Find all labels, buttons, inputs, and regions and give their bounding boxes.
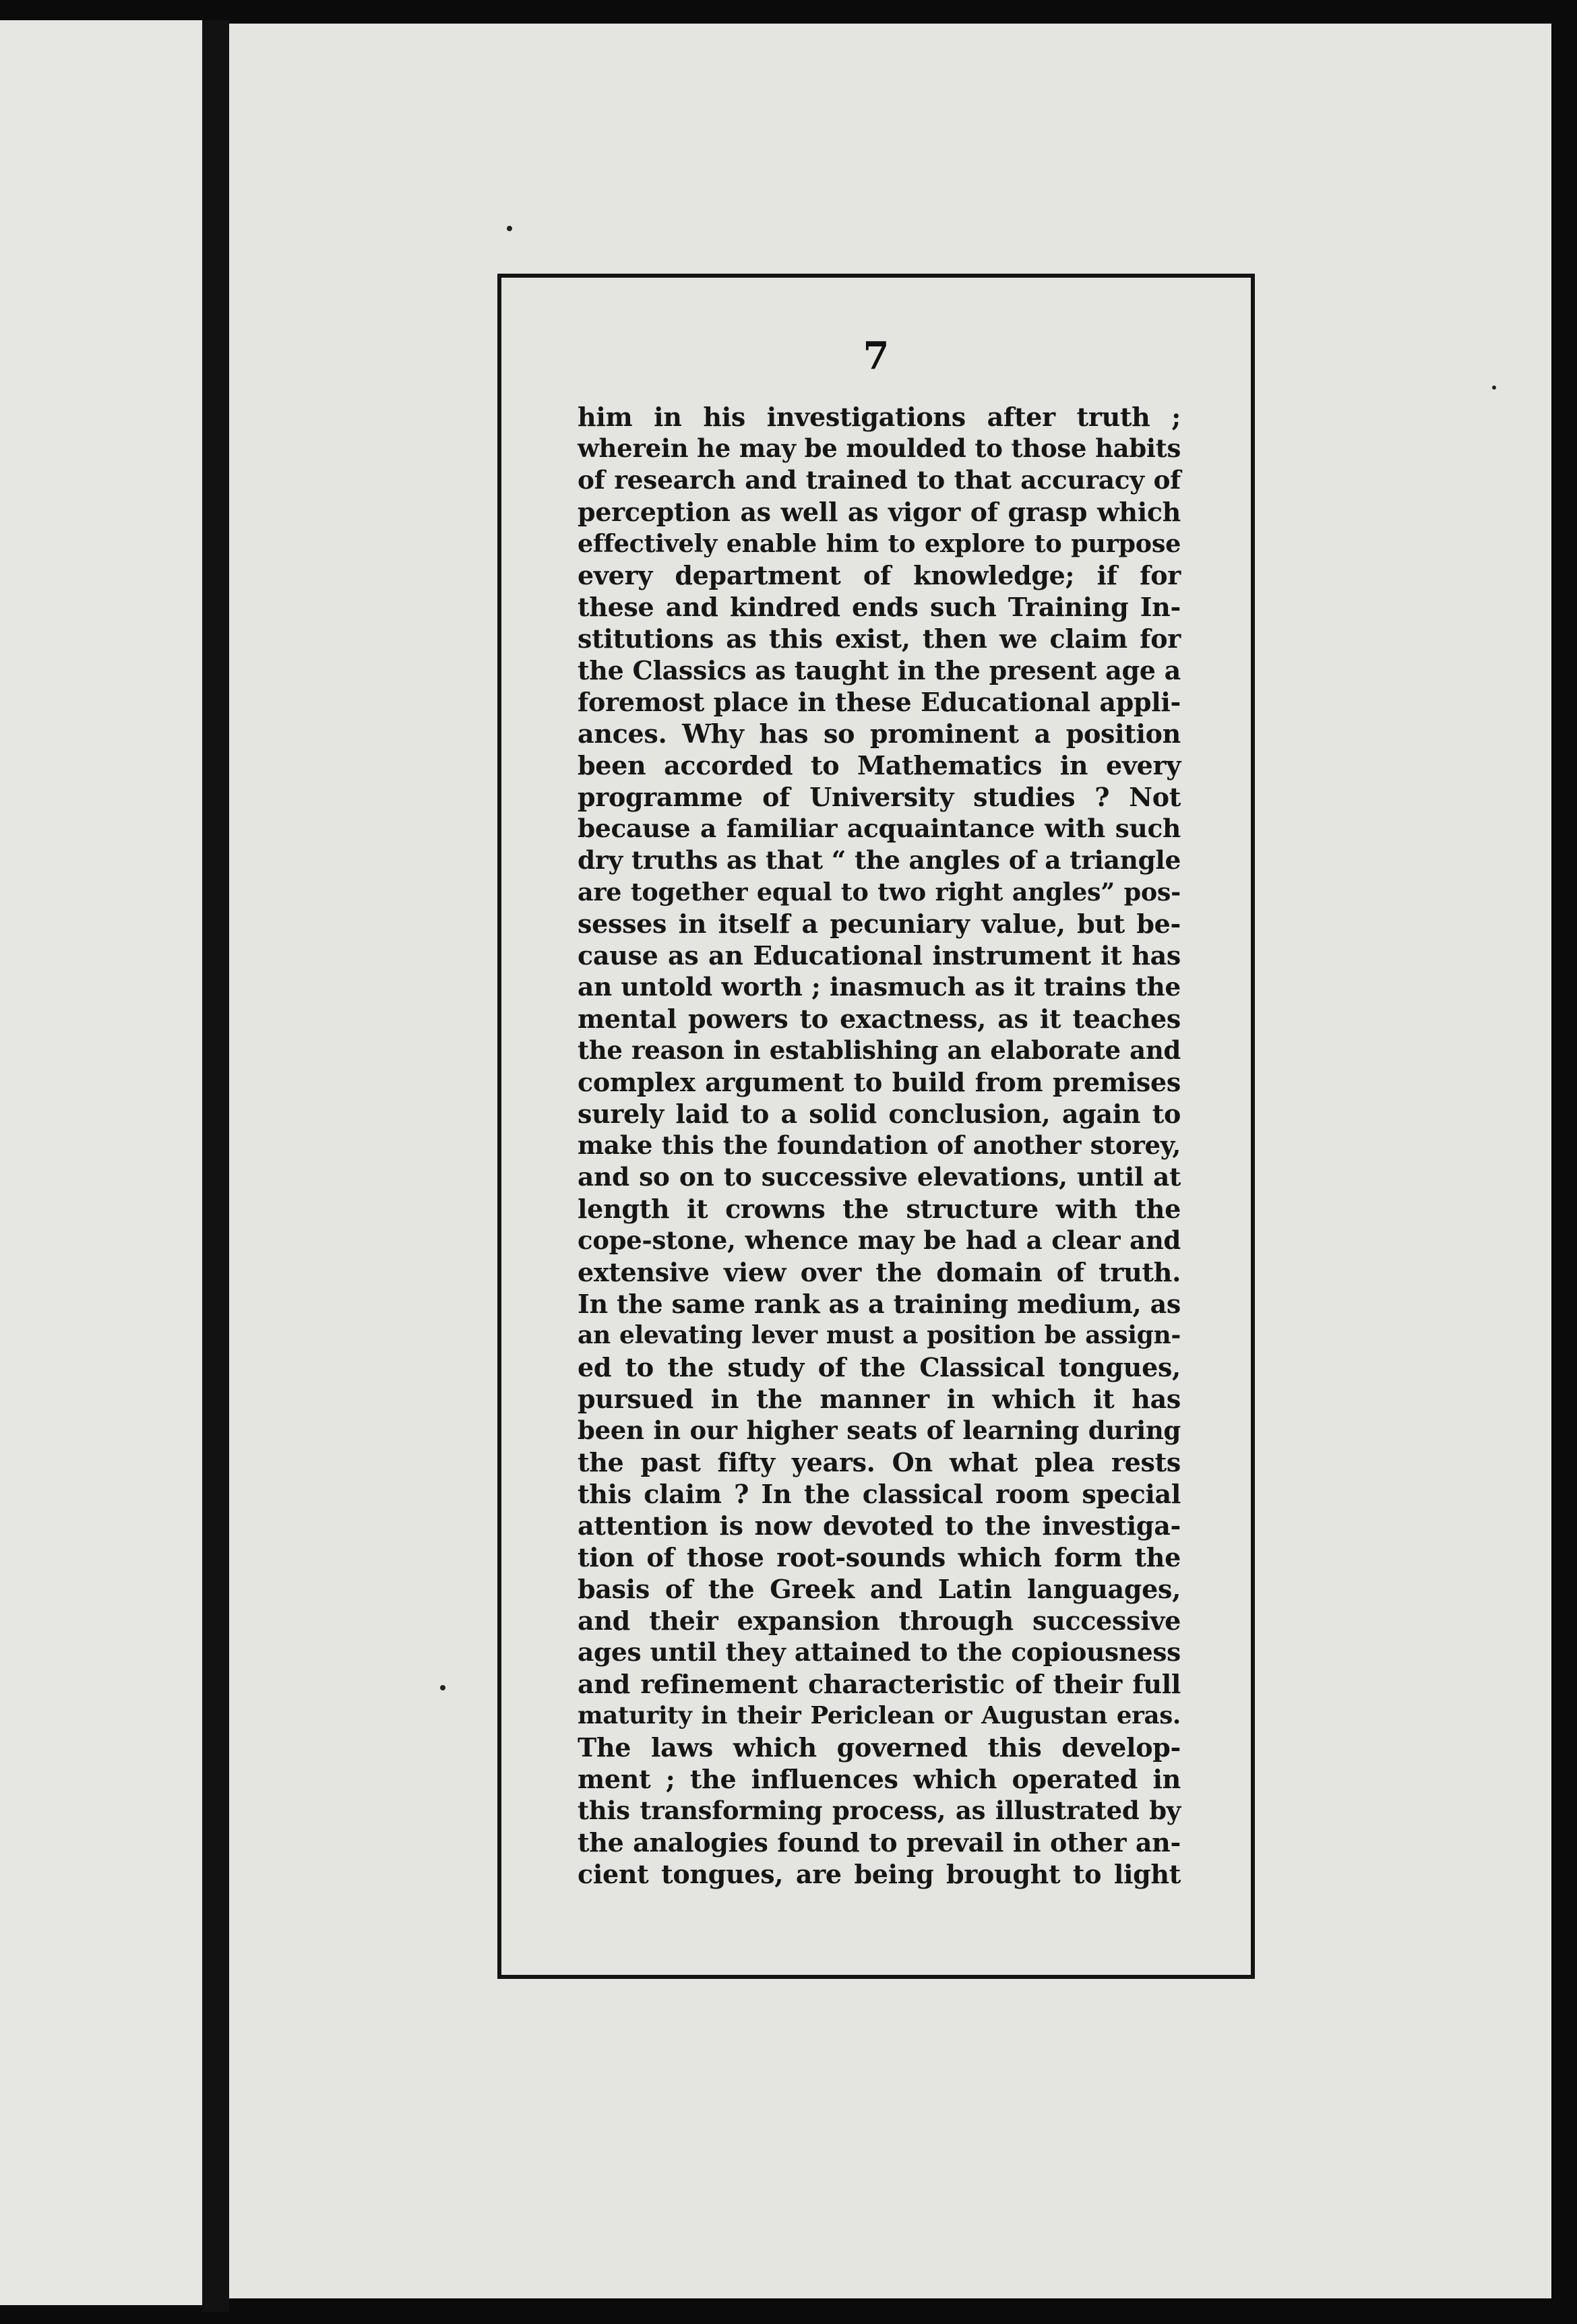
text-line: of research and trained to that accuracy of (578, 465, 1181, 495)
text-line: are together equal to two right angles” pos- (578, 878, 1181, 907)
facing-page (0, 20, 202, 2305)
text-line: basis of the Greek and Latin languages, (578, 1574, 1181, 1604)
paper-speck (1492, 386, 1496, 390)
text-line: sesses in itself a pecuniary value, but be- (578, 909, 1181, 939)
text-line: The laws which governed this develop- (578, 1732, 1181, 1763)
text-line: ances. Why has so prominent a position (578, 718, 1181, 749)
text-line: length it crowns the structure with the (578, 1194, 1181, 1224)
text-line: the analogies found to prevail in other an- (578, 1827, 1181, 1858)
text-line: an elevating lever must a position be assign- (578, 1321, 1181, 1349)
text-line: him in his investigations after truth ; (578, 402, 1181, 432)
paper-speck (507, 226, 512, 231)
text-line: these and kindred ends such Training In- (578, 592, 1181, 622)
text-line: extensive view over the domain of truth. (578, 1257, 1181, 1287)
text-line: been in our higher seats of learning during (578, 1415, 1181, 1445)
text-line: pursued in the manner in which it has (578, 1384, 1181, 1414)
text-line: cause as an Educational instrument it has (578, 940, 1181, 971)
text-line: mental powers to exactness, as it teaches (578, 1004, 1181, 1034)
text-line: this transforming process, as illustrated by (578, 1796, 1181, 1825)
text-line: the past fifty years. On what plea rests (578, 1447, 1181, 1477)
text-line: foremost place in these Educational appli- (578, 687, 1181, 717)
body-text (578, 401, 1181, 1890)
text-line: the Classics as taught in the present age a (578, 655, 1181, 685)
text-line: complex argument to build from premises (578, 1067, 1181, 1097)
text-line: ages until they attained to the copiousness (578, 1637, 1181, 1667)
book-spine (202, 20, 229, 2312)
text-line: attention is now devoted to the investiga- (578, 1510, 1181, 1541)
text-line: and their expansion through successive (578, 1606, 1181, 1636)
page-number: 7 (863, 334, 890, 378)
text-line: dry truths as that “ the angles of a triangle (578, 845, 1181, 875)
text-line: every department of knowledge; if for (578, 560, 1181, 590)
text-line: programme of University studies ? Not (578, 782, 1181, 812)
text-line: make this the foundation of another storey, (578, 1130, 1181, 1160)
text-line: ed to the study of the Classical tongues, (578, 1352, 1181, 1382)
paper-speck (440, 1685, 445, 1690)
text-line: perception as well as vigor of grasp which (578, 497, 1181, 527)
text-line: this claim ? In the classical room special (578, 1479, 1181, 1509)
text-line: an untold worth ; inasmuch as it trains the (578, 972, 1181, 1002)
text-line: maturity in their Periclean or Augustan eras. (578, 1702, 1181, 1730)
text-line: the reason in establishing an elaborate and (578, 1035, 1181, 1065)
text-line: cient tongues, are being brought to light (578, 1859, 1181, 1889)
text-line: stitutions as this exist, then we claim for (578, 623, 1181, 654)
text-line: wherein he may be moulded to those habits (578, 433, 1181, 463)
text-line: In the same rank as a training medium, as (578, 1289, 1181, 1319)
text-line: tion of those root-sounds which form the (578, 1542, 1181, 1572)
text-line: and refinement characteristic of their full (578, 1669, 1181, 1699)
text-line: effectively enable him to explore to purpose (578, 529, 1181, 558)
text-line: surely laid to a solid conclusion, again to (578, 1099, 1181, 1129)
text-line: ment ; the influences which operated in (578, 1764, 1181, 1794)
text-line: cope-stone, whence may be had a clear and (578, 1225, 1181, 1255)
text-line: and so on to successive elevations, until at (578, 1162, 1181, 1192)
text-line: been accorded to Mathematics in every (578, 750, 1181, 781)
text-line: because a familiar acquaintance with such (578, 814, 1181, 843)
